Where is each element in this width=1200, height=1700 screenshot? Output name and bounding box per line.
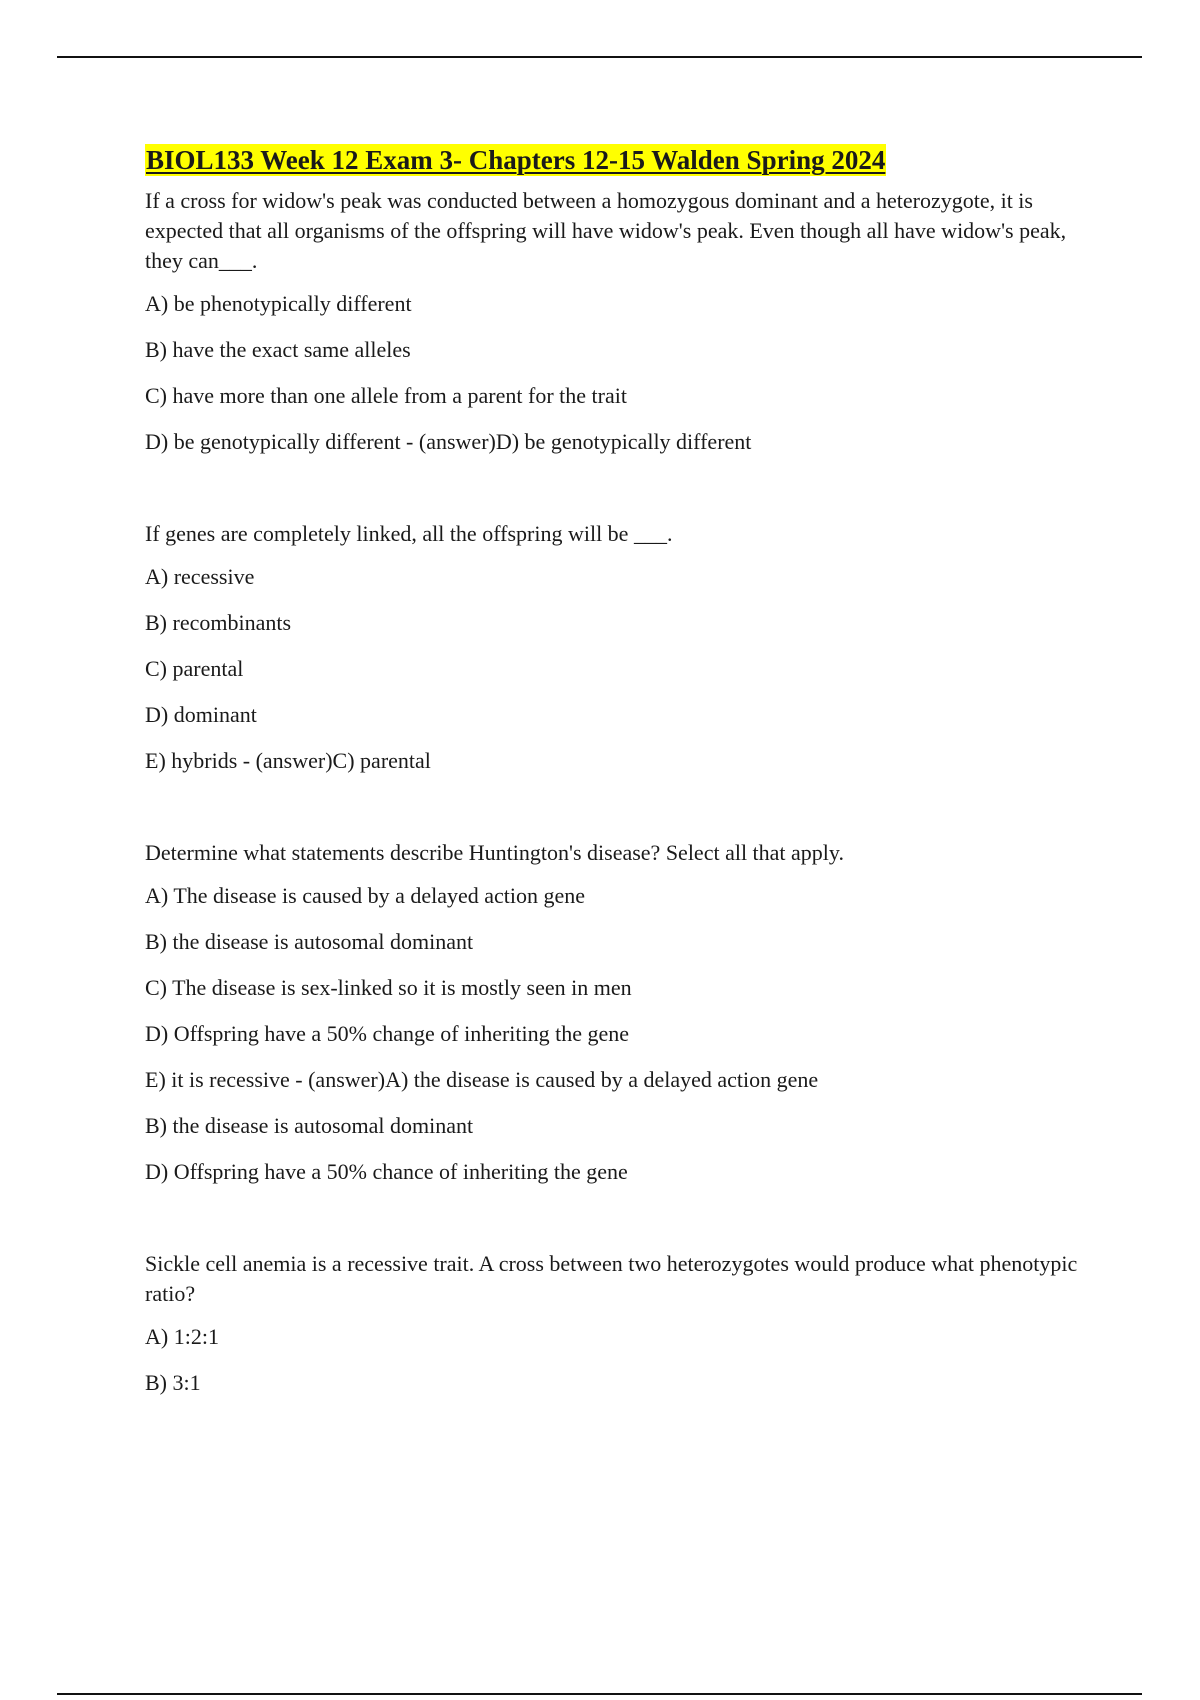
question-text: Determine what statements describe Huntington's disease? Select all that apply. bbox=[145, 840, 844, 865]
document-body bbox=[145, 144, 1085, 1414]
document-title: BIOL133 Week 12 Exam 3- Chapters 12-15 Walden Spring 2024 bbox=[146, 145, 886, 175]
question-text: If a cross for widow's peak was conducted between a homozygous dominant and a heterozygote, it is expected that all organisms of the offspring will have widow's peak. Even though all have widow's peak, they can___. bbox=[145, 188, 1067, 273]
question-2 bbox=[145, 519, 1085, 776]
answer-option: E) hybrids - (answer)C) parental bbox=[145, 748, 431, 773]
answer-option: E) it is recessive - (answer)A) the disease is caused by a delayed action gene bbox=[145, 1067, 819, 1092]
footer-rule bbox=[57, 1693, 1142, 1695]
question-3 bbox=[145, 838, 1085, 1187]
answer-option: A) recessive bbox=[145, 564, 255, 589]
answer-option: C) have more than one allele from a parent for the trait bbox=[145, 383, 627, 408]
question-spacer bbox=[145, 1203, 1085, 1249]
answer-option: D) Offspring have a 50% chance of inheriting the gene bbox=[145, 1159, 628, 1184]
answer-option: B) 3:1 bbox=[145, 1370, 201, 1395]
answer-option: B) the disease is autosomal dominant bbox=[145, 929, 474, 954]
answer-option: A) be phenotypically different bbox=[145, 291, 412, 316]
question-spacer bbox=[145, 792, 1085, 838]
answer-option: C) parental bbox=[145, 656, 244, 681]
question-text: If genes are completely linked, all the offspring will be ___. bbox=[145, 521, 673, 546]
answer-option: A) The disease is caused by a delayed action gene bbox=[145, 883, 586, 908]
question-spacer bbox=[145, 473, 1085, 519]
header-rule bbox=[57, 56, 1142, 58]
answer-option: D) be genotypically different - (answer)D) be genotypically different bbox=[145, 429, 752, 454]
answer-option: A) 1:2:1 bbox=[145, 1324, 219, 1349]
question-text: Sickle cell anemia is a recessive trait. A cross between two heterozygotes would produce what phenotypic ratio? bbox=[145, 1251, 1078, 1306]
answer-option: C) The disease is sex-linked so it is mostly seen in men bbox=[145, 975, 632, 1000]
answer-option: D) Offspring have a 50% change of inheriting the gene bbox=[145, 1021, 630, 1046]
answer-option: D) dominant bbox=[145, 702, 257, 727]
answer-option: B) have the exact same alleles bbox=[145, 337, 411, 362]
question-4 bbox=[145, 1249, 1085, 1398]
question-1 bbox=[145, 186, 1085, 457]
answer-option: B) recombinants bbox=[145, 610, 292, 635]
answer-option: B) the disease is autosomal dominant bbox=[145, 1113, 474, 1138]
